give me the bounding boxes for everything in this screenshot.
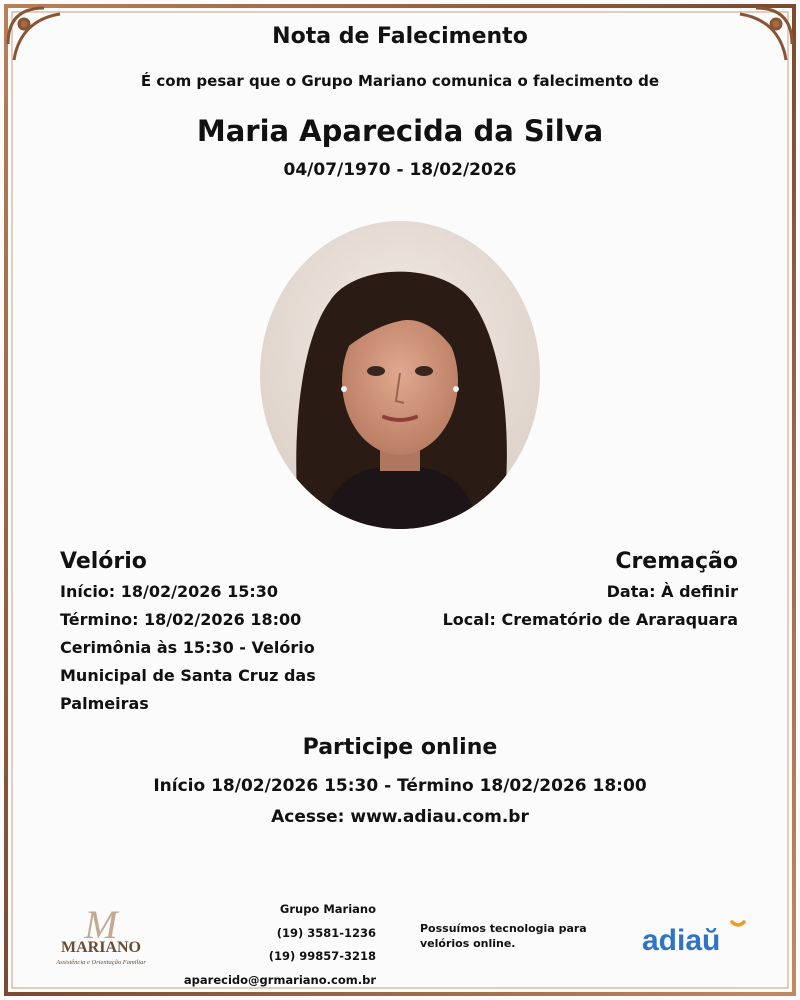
wake-heading: Velório: [60, 549, 147, 574]
online-url[interactable]: Acesse: www.adiau.com.br: [271, 807, 529, 827]
contact-email[interactable]: aparecido@grmariano.com.br: [183, 972, 376, 987]
deceased-name: Maria Aparecida da Silva: [196, 114, 604, 148]
wake-ceremony-line: Cerimônia às 15:30 - Velório: [60, 638, 315, 657]
contact-block: [180, 898, 376, 992]
wake-ceremony-line: Municipal de Santa Cruz das: [60, 666, 316, 685]
logo-tagline: Assistência e Orientação Familiar: [56, 959, 146, 966]
tech-note-line: Possuímos tecnologia para: [420, 922, 587, 935]
adiau-logo-text: adiaŭ: [642, 924, 721, 957]
tech-note: [420, 921, 610, 951]
cremation-date: Data: À definir: [606, 582, 738, 601]
adiau-accent-mark: [732, 922, 744, 925]
adiau-logo: [640, 914, 760, 964]
portrait-photo: [260, 221, 540, 529]
intro-text: É com pesar que o Grupo Mariano comunica o falecimento de: [140, 72, 660, 90]
tech-note-line: velórios online.: [420, 937, 516, 950]
logo-brand: MARIANO: [61, 939, 141, 956]
contact-phone[interactable]: (19) 3581-1236: [276, 925, 376, 940]
life-dates: 04/07/1970 - 18/02/2026: [283, 160, 517, 180]
contact-company: Grupo Mariano: [279, 902, 376, 916]
contact-phone[interactable]: (19) 99857-3218: [268, 949, 376, 963]
cremation-location: Local: Crematório de Araraquara: [442, 610, 738, 629]
online-heading: Participe online: [302, 735, 498, 760]
wake-start: Início: 18/02/2026 15:30: [60, 582, 279, 601]
logo-monogram: M: [84, 902, 118, 947]
mariano-logo: [46, 900, 156, 972]
cremation-section: [378, 546, 738, 634]
cremation-heading: Cremação: [615, 549, 738, 574]
notice-title: Nota de Falecimento: [272, 24, 528, 49]
wake-section: [60, 546, 360, 718]
wake-end: Término: 18/02/2026 18:00: [60, 610, 302, 629]
online-times: Início 18/02/2026 15:30 - Término 18/02/2026 18:00: [153, 776, 647, 796]
wake-ceremony-line: Palmeiras: [60, 694, 149, 713]
